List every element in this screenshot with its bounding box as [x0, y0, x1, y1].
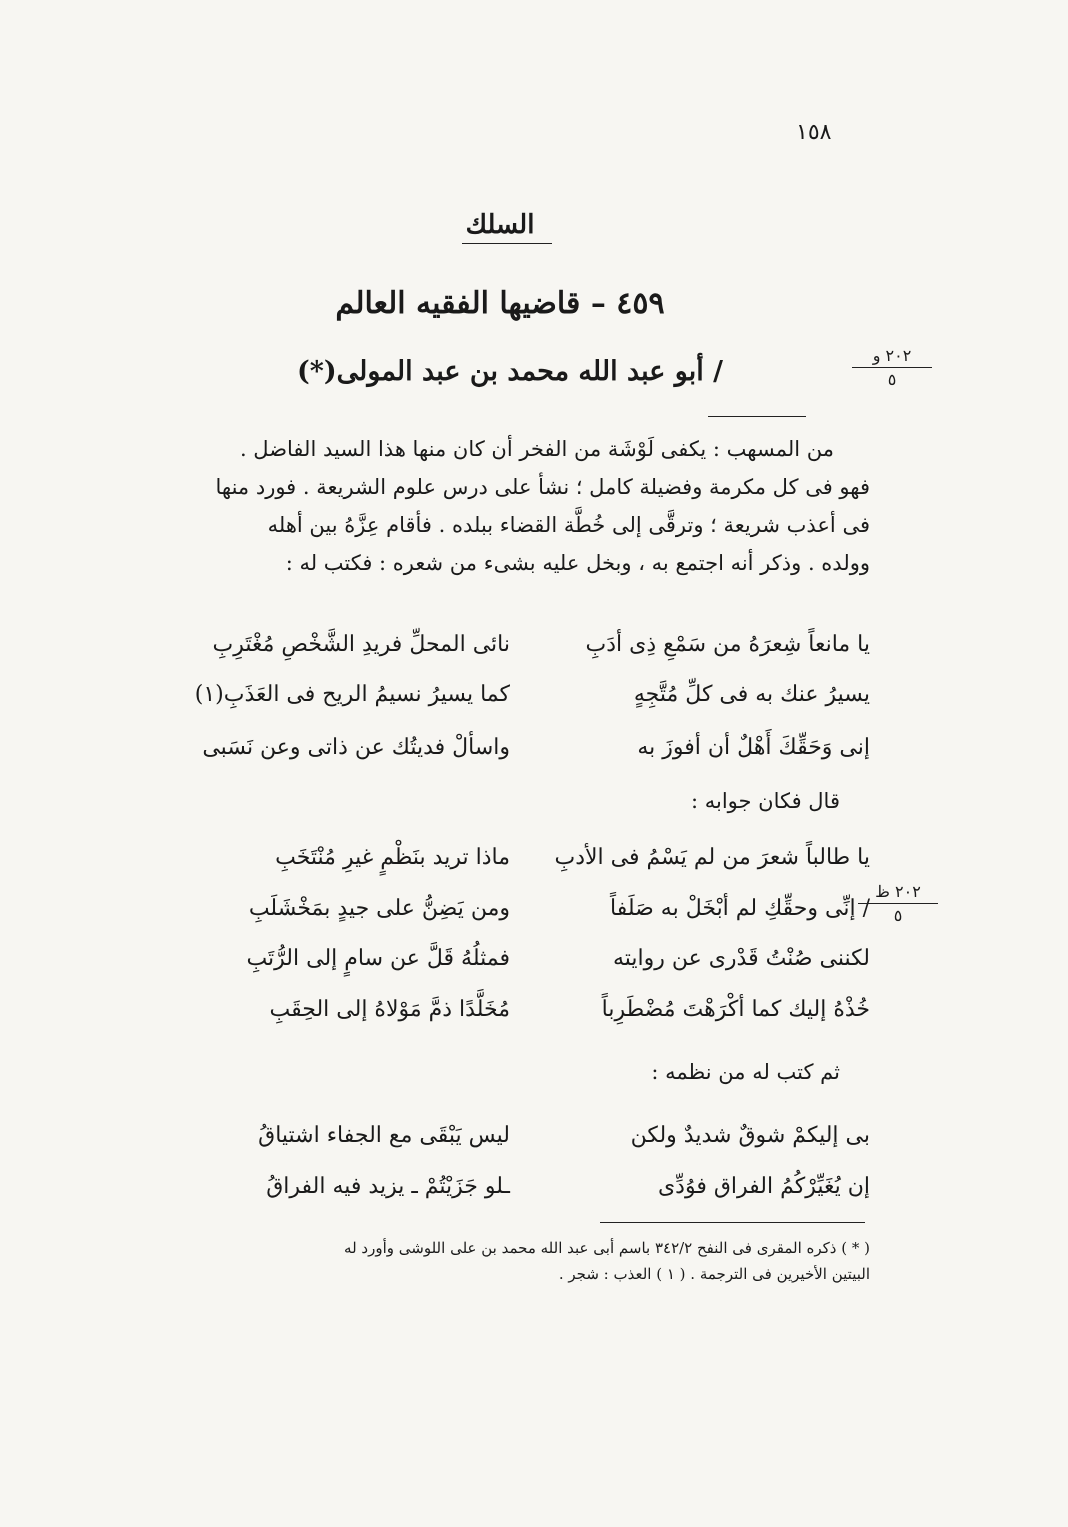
verse-hemistich-first: يا مانعاً شِعرَهُ من سَمْعِ ذِى أدَبِ	[585, 632, 870, 657]
verse-row	[170, 896, 870, 932]
entry-name: / أبو عبد الله محمد بن عبد المولى(*)	[296, 356, 724, 387]
verse-hemistich-second: ليس يَبْقَى مع الجفاء اشتياقُ	[258, 1123, 510, 1148]
margin-note-line: ٥	[893, 906, 903, 925]
footnote-rule	[600, 1222, 865, 1223]
prose-line: من المسهب : يكفى لَوْشَة من الفخر أن كان منها هذا السيد الفاضل .	[239, 437, 834, 461]
verse-row	[170, 845, 870, 881]
section-title-underline	[462, 243, 552, 244]
verse-hemistich-first: يا طالباً شعرَ من لم يَسْمُ فى الأدبِ	[554, 845, 870, 870]
margin-note	[852, 346, 932, 389]
verse-row	[170, 682, 870, 718]
verse-hemistich-first: لكننى صُنْتُ قَدْرى عن روايته	[612, 946, 870, 971]
verse-hemistich-first: خُذْهُ إليك كما أكْرَهْتَ مُضْطَرِباً	[601, 997, 870, 1022]
verse-hemistich-second: ومن يَضِنُّ على جيدٍ بمَخْشَلَبِ	[248, 896, 510, 921]
verse-hemistich-second: ماذا تريد بنَظْمٍ غيرِ مُنْتَخَبِ	[275, 845, 510, 870]
verse-hemistich-second: نائى المحلِّ فريدِ الشَّخْصِ مُغْتَرِبِ	[212, 632, 510, 657]
footnotes	[170, 1235, 870, 1287]
page-number: ١٥٨	[796, 120, 832, 145]
prose-line: وولده . وذكر أنه اجتمع به ، وبخل عليه بشىء من شعره : فكتب له :	[285, 551, 870, 575]
verse-row	[170, 1123, 870, 1159]
footnote-line: ( * ) ذكره المقرى فى النفح ٣٤٢/٢ باسم أبى عبد الله محمد بن على اللوشى وأورد له	[344, 1239, 870, 1257]
prose-paragraph	[175, 430, 870, 582]
prose-line: فهو فى كل مكرمة وفضيلة كامل ؛ نشأ على درس علوم الشريعة . فورد منها	[215, 475, 870, 499]
margin-note-folio: ٢٠٢ و	[852, 346, 932, 368]
entry-title: ٤٥٩ – قاضيها الفقيه العالم	[335, 286, 665, 321]
verse-row	[170, 1174, 870, 1210]
verse-hemistich-first: بى إليكمْ شوقٌ شديدٌ ولكن	[630, 1123, 870, 1148]
verse-hemistich-first: يسيرُ عنك به فى كلِّ مُتَّجِهٍ	[633, 682, 870, 707]
verse-hemistich-first: إنى وَحَقِّكَ أَهْلٌ أن أفوزَ به	[637, 735, 870, 760]
poem-intro: ثم كتب له من نظمه :	[651, 1060, 840, 1084]
verse-row	[170, 735, 870, 771]
verse-hemistich-second: مُخَلَّدًا ذمَّ مَوْلاهُ إلى الحِقَبِ	[269, 997, 510, 1022]
prose-line: فى أعذب شريعة ؛ وترقَّى إلى خُطَّة القضاء ببلده . فأقام عِزَّهُ بين أهله	[267, 513, 870, 537]
verse-row	[170, 632, 870, 668]
margin-note-line: ٥	[887, 370, 897, 389]
margin-note-folio: ٢٠٢ ظ	[858, 882, 938, 904]
verse-hemistich-second: فمثلُهُ قَلَّ عن سامٍ إلى الرُّتَبِ	[246, 946, 510, 971]
verse-hemistich-first: إن يُغَيِّرْكُمُ الفراق فوُدِّى	[657, 1174, 870, 1199]
separator-rule	[708, 416, 806, 417]
verse-row	[170, 946, 870, 982]
verse-hemistich-second: ـلو جَزَيْتُمْ ـ يزيد فيه الفراقُ	[266, 1174, 510, 1199]
verse-row	[170, 997, 870, 1033]
verse-hemistich-second: كما يسيرُ نسيمُ الريح فى العَذَبِ(١)	[194, 682, 510, 707]
section-title: السلك	[465, 210, 535, 240]
margin-note	[858, 882, 938, 925]
footnote-line: البيتين الأخيرين فى الترجمة . ( ١ ) العذب : شجر .	[558, 1265, 870, 1283]
poem-intro: قال فكان جوابه :	[690, 789, 840, 813]
verse-hemistich-first: / إنِّى وحقِّكِ لم أبْخَلْ به صَلَفاً	[610, 896, 870, 921]
verse-hemistich-second: واسألْ فديتُك عن ذاتى وعن نَسَبى	[202, 735, 510, 760]
